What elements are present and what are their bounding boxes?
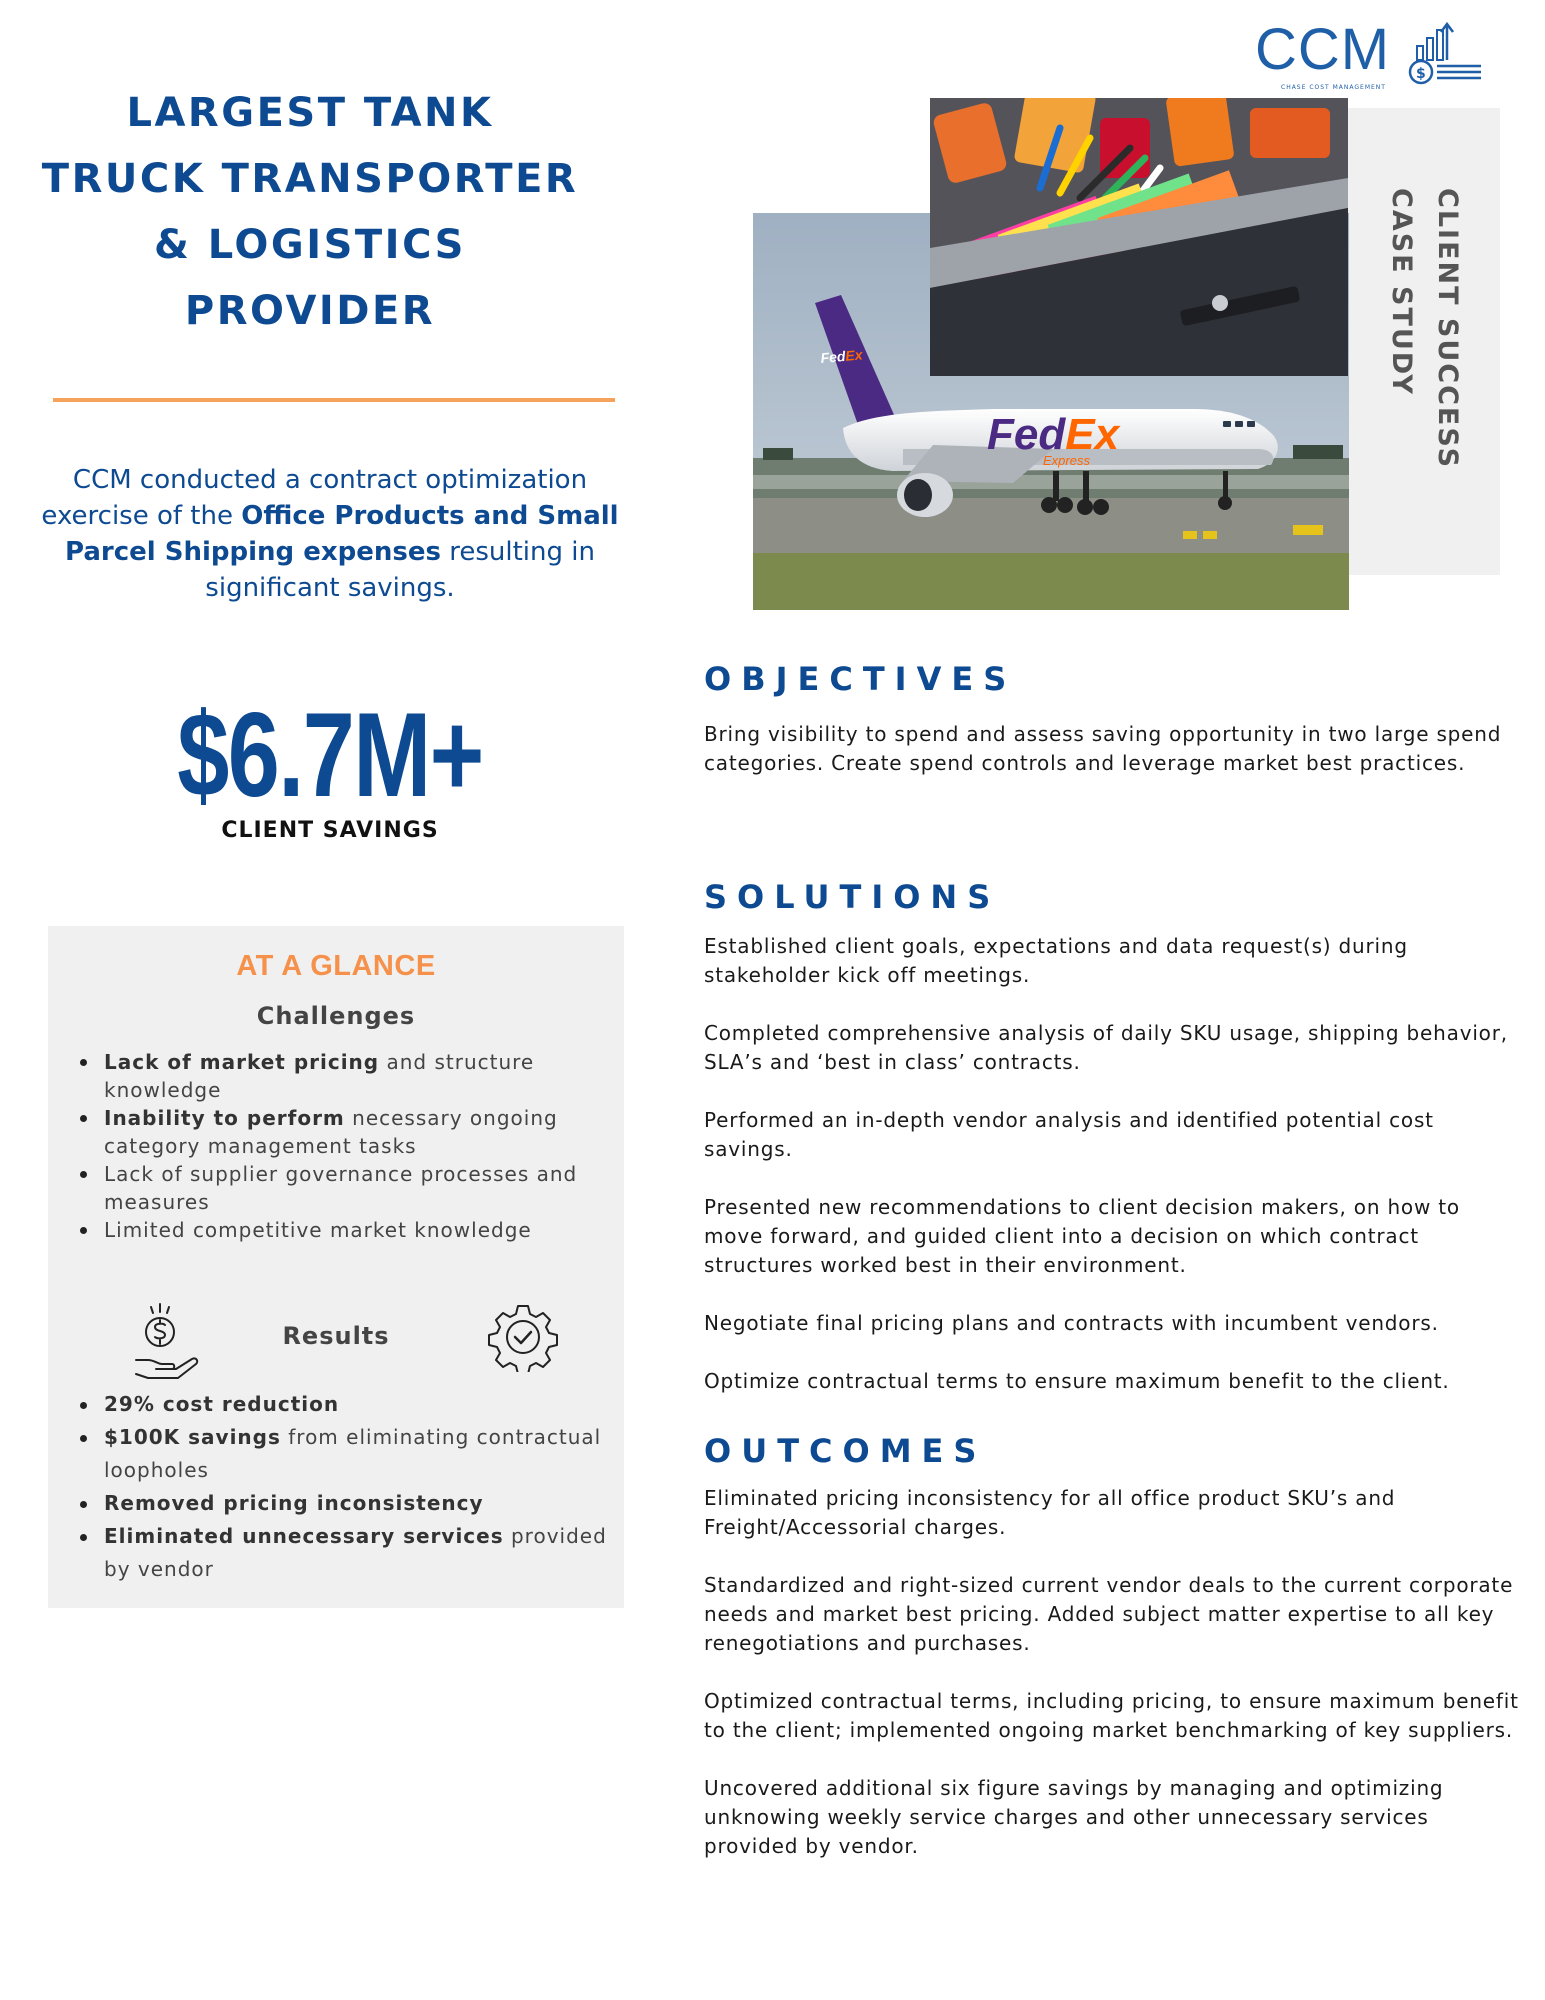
intro-part1: CCM conducted a contract optimization exercise of the — [41, 465, 588, 531]
paragraph: Optimize contractual terms to ensure maximum benefit to the client. — [704, 1369, 1450, 1393]
paragraph: Completed comprehensive analysis of daily SKU usage, shipping behavior, SLA’s and ‘best in class’ contracts. — [704, 1021, 1508, 1074]
paragraph: Uncovered additional six figure savings by managing and optimizing unknowing weekly service charges and other unnecessary services provided by vendor. — [704, 1776, 1444, 1858]
side-line-2: CASE STUDY — [1386, 188, 1417, 396]
list-item — [70, 1216, 610, 1244]
list-item — [70, 1421, 610, 1487]
challenges-list — [70, 1048, 610, 1244]
list-item — [70, 1104, 610, 1160]
item-bold: Removed pricing inconsistency — [104, 1491, 484, 1515]
intro-text — [40, 462, 620, 606]
logo-wordmark: CCM — [1255, 17, 1391, 82]
outcomes-heading: OUTCOMES — [704, 1432, 987, 1470]
paragraph: Bring visibility to spend and assess saving opportunity in two large spend categories. Create spend controls and leverage market best practices. — [704, 722, 1502, 775]
item-bold: $100K savings — [104, 1425, 281, 1449]
title-line: & LOGISTICS — [154, 222, 466, 268]
paragraph: Standardized and right-sized current vendor deals to the current corporate needs and market best pricing. Added subject matter expertise to all key renegotiations and purchases. — [704, 1573, 1514, 1655]
outcomes-body — [704, 1484, 1524, 1890]
svg-text:$: $ — [1416, 66, 1426, 82]
tail-ex: Ex — [844, 346, 864, 364]
livery-fed: Fed — [987, 410, 1066, 459]
tail-fed: Fed — [819, 347, 847, 366]
side-line-1: CLIENT SUCCESS — [1432, 188, 1463, 470]
results-list — [70, 1388, 610, 1586]
item-bold: Eliminated unnecessary services — [104, 1524, 504, 1548]
intro-part2: resulting in significant savings. — [205, 537, 595, 603]
title-line: LARGEST TANK — [126, 90, 494, 136]
list-item — [70, 1048, 610, 1104]
ccm-logo — [1255, 18, 1485, 90]
item-bold: 29% cost reduction — [104, 1392, 340, 1416]
item-text: Lack of supplier governance processes and measures — [104, 1162, 578, 1214]
solutions-heading: SOLUTIONS — [704, 878, 1001, 916]
objectives-heading: OBJECTIVES — [704, 660, 1017, 698]
chart-coin-icon — [1407, 20, 1485, 88]
gear-check-icon — [488, 1302, 558, 1372]
item-text: necessary ongoing category management tasks — [104, 1106, 558, 1158]
livery-ex: Ex — [1065, 410, 1120, 459]
list-item — [70, 1520, 610, 1586]
paragraph: Presented new recommendations to client decision makers, on how to move forward, and guided client into a decision on which contract structures worked best in their environment. — [704, 1195, 1460, 1277]
item-bold: Lack of market pricing — [104, 1050, 380, 1074]
page-title — [40, 80, 580, 344]
title-line: TRUCK TRANSPORTER — [41, 156, 579, 202]
at-a-glance-panel — [48, 926, 624, 1608]
item-bold: Inability to perform — [104, 1106, 345, 1130]
list-item — [70, 1388, 610, 1421]
paragraph: Negotiate final pricing plans and contracts with incumbent vendors. — [704, 1311, 1439, 1335]
item-text: Limited competitive market knowledge — [104, 1218, 532, 1242]
item-text: provided by vendor — [104, 1524, 607, 1581]
item-text: from eliminating contractual loopholes — [104, 1425, 602, 1482]
intro-bold: Office Products and Small Parcel Shipping expenses — [65, 501, 619, 567]
savings-label: CLIENT SAVINGS — [221, 818, 439, 843]
list-item — [70, 1160, 610, 1216]
paragraph: Optimized contractual terms, including pricing, to ensure maximum benefit to the client; implemented ongoing market benchmarking of key suppliers. — [704, 1689, 1519, 1742]
livery-express: Express — [1043, 453, 1090, 468]
paragraph: Performed an in-depth vendor analysis and identified potential cost savings. — [704, 1108, 1434, 1161]
office-supplies-image — [930, 98, 1348, 376]
objectives-body — [704, 720, 1524, 807]
office-supplies-photo — [930, 98, 1348, 376]
item-text: and structure knowledge — [104, 1050, 535, 1102]
paragraph: Established client goals, expectations and data request(s) during stakeholder kick off meetings. — [704, 934, 1408, 987]
results-title: Results — [282, 1322, 390, 1350]
savings-value: $6.7M+ — [177, 688, 483, 822]
svg-text:FedEx — [987, 410, 1121, 459]
title-line: PROVIDER — [184, 288, 436, 334]
challenges-title: Challenges — [256, 1002, 416, 1030]
list-item — [70, 1487, 610, 1520]
paragraph: Eliminated pricing inconsistency for all office product SKU’s and Freight/Accessorial charges. — [704, 1486, 1396, 1539]
glance-title: AT A GLANCE — [236, 950, 436, 982]
case-study-label — [1360, 188, 1500, 488]
solutions-body — [704, 932, 1524, 1425]
logo-tagline: CHASE COST MANAGEMENT — [1281, 84, 1386, 91]
title-divider — [53, 398, 615, 402]
